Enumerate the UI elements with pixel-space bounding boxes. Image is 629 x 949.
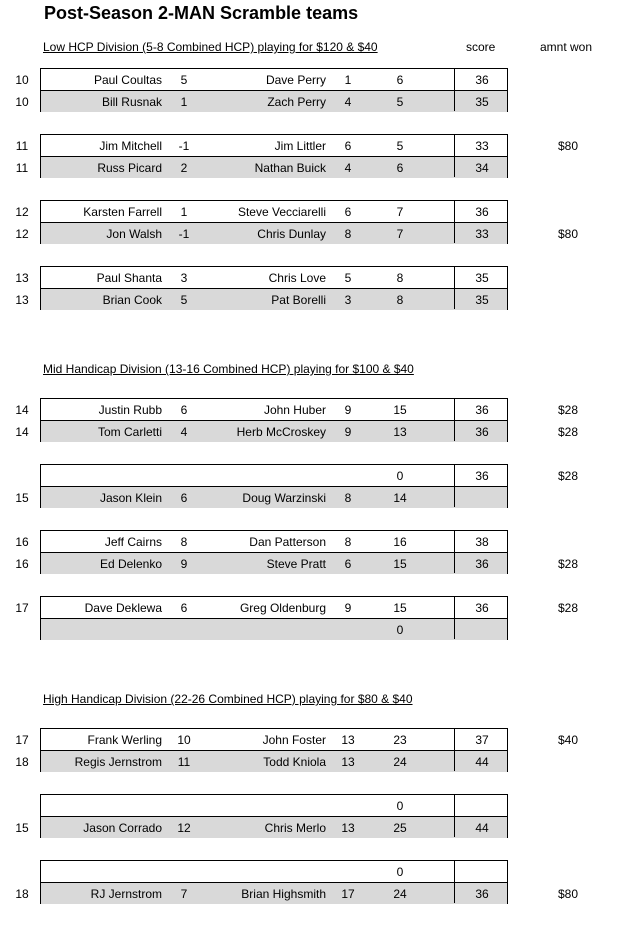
team-score: 35: [475, 271, 489, 285]
player-one-handicap: 3: [180, 271, 188, 285]
player-one-name: Jim Mitchell: [99, 139, 162, 153]
player-one-handicap: 12: [177, 821, 191, 835]
table-row: [0, 486, 629, 508]
team-score: 36: [475, 601, 489, 615]
team-score: 36: [475, 425, 489, 439]
amount-won: $28: [557, 557, 579, 571]
amount-won: [548, 864, 588, 880]
table-row: [0, 464, 629, 486]
amount-won-column-header: amnt won: [540, 40, 593, 54]
player-one-handicap: 6: [180, 491, 188, 505]
table-row: [0, 860, 629, 882]
player-two-name: Zach Perry: [267, 95, 326, 109]
player-one-handicap: 6: [180, 403, 188, 417]
player-two-name: Chris Dunlay: [257, 227, 326, 241]
combined-handicap: 23: [393, 733, 407, 747]
player-one-name: Bill Rusnak: [101, 95, 162, 109]
combined-handicap: 8: [396, 293, 404, 307]
table-row: [0, 420, 629, 442]
team-score: 35: [475, 95, 489, 109]
hole-number: 10: [15, 95, 29, 109]
player-one-name: Jason Corrado: [83, 821, 162, 835]
hole-number: 18: [15, 887, 29, 901]
amount-won: [548, 72, 588, 88]
table-row: [0, 552, 629, 574]
combined-handicap: 14: [393, 491, 407, 505]
player-two-name: [192, 864, 326, 880]
player-two-handicap: 9: [344, 403, 352, 417]
table-row: [0, 134, 629, 156]
team-score: 37: [475, 733, 489, 747]
combined-handicap: 6: [396, 161, 404, 175]
player-one-name: Paul Coultas: [93, 73, 162, 87]
hole-number: 14: [15, 425, 29, 439]
team-score: 36: [475, 73, 489, 87]
hole-number: [14, 864, 30, 880]
player-two-name: Pat Borelli: [271, 293, 326, 307]
table-row: [0, 530, 629, 552]
score-column-header: score: [466, 40, 496, 54]
team-score: [462, 798, 502, 814]
player-one-name: Frank Werling: [87, 733, 162, 747]
table-row: [0, 816, 629, 838]
combined-handicap: 0: [396, 469, 404, 483]
table-row: [0, 596, 629, 618]
table-row: [0, 266, 629, 288]
combined-handicap: 6: [396, 73, 404, 87]
combined-handicap: 24: [393, 887, 407, 901]
player-two-name: [192, 622, 326, 638]
amount-won: [548, 490, 588, 506]
combined-handicap: 7: [396, 227, 404, 241]
combined-handicap: 15: [393, 557, 407, 571]
hole-number: 15: [15, 491, 29, 505]
player-two-name: Nathan Buick: [254, 161, 326, 175]
table-row: [0, 200, 629, 222]
table-row: [0, 750, 629, 772]
player-two-handicap: 4: [344, 95, 352, 109]
team-score: 33: [475, 139, 489, 153]
player-one-handicap: 8: [180, 535, 188, 549]
team-score: 35: [475, 293, 489, 307]
player-two-name: Steve Vecciarelli: [237, 205, 326, 219]
amount-won: [548, 270, 588, 286]
player-one-handicap: 5: [180, 293, 188, 307]
player-one-handicap: 1: [180, 205, 188, 219]
amount-won: [548, 94, 588, 110]
hole-number: 13: [15, 271, 29, 285]
amount-won: $80: [557, 139, 579, 153]
team-score: [462, 622, 502, 638]
player-one-handicap: -1: [178, 139, 190, 153]
player-two-name: [192, 798, 326, 814]
player-two-name: Steve Pratt: [266, 557, 326, 571]
player-two-handicap: 9: [344, 601, 352, 615]
player-one-handicap: 7: [180, 887, 188, 901]
team-score: 44: [475, 755, 489, 769]
player-one-handicap: [176, 622, 192, 638]
team-score: 36: [475, 469, 489, 483]
hole-number: 10: [15, 73, 29, 87]
combined-handicap: 15: [393, 403, 407, 417]
player-two-handicap: 9: [344, 425, 352, 439]
combined-handicap: 0: [396, 623, 404, 637]
player-two-name: Jim Littler: [274, 139, 326, 153]
table-row: [0, 288, 629, 310]
player-one-name: Karsten Farrell: [83, 205, 162, 219]
table-row: [0, 222, 629, 244]
team-score: 36: [475, 887, 489, 901]
team-score: 34: [475, 161, 489, 175]
player-one-handicap: [176, 798, 192, 814]
player-one-name: Paul Shanta: [96, 271, 162, 285]
table-row: [0, 618, 629, 640]
hole-number: [14, 622, 30, 638]
combined-handicap: 16: [393, 535, 407, 549]
amount-won: $28: [557, 469, 579, 483]
player-one-handicap: 9: [180, 557, 188, 571]
hole-number: 18: [15, 755, 29, 769]
team-score: 44: [475, 821, 489, 835]
player-one-handicap: 1: [180, 95, 188, 109]
combined-handicap: 5: [396, 95, 404, 109]
hole-number: 15: [15, 821, 29, 835]
player-one-name: [40, 622, 162, 638]
player-two-name: Brian Highsmith: [241, 887, 326, 901]
player-two-handicap: 13: [341, 755, 355, 769]
player-two-name: Todd Kniola: [263, 755, 326, 769]
player-two-handicap: 8: [344, 491, 352, 505]
player-two-handicap: [340, 798, 356, 814]
player-one-name: Tom Carletti: [97, 425, 162, 439]
player-one-handicap: 11: [177, 755, 191, 769]
table-row: [0, 398, 629, 420]
team-score: 38: [475, 535, 489, 549]
player-two-handicap: 8: [344, 535, 352, 549]
player-one-name: Jon Walsh: [106, 227, 162, 241]
combined-handicap: 0: [396, 799, 404, 813]
combined-handicap: 7: [396, 205, 404, 219]
player-two-name: Dave Perry: [265, 73, 326, 87]
player-two-handicap: 17: [341, 887, 355, 901]
player-two-handicap: 13: [341, 821, 355, 835]
player-one-name: Dave Deklewa: [84, 601, 162, 615]
division-title-mid: Mid Handicap Division (13-16 Combined HCP) playing for $100 & $40: [43, 362, 414, 376]
combined-handicap: 15: [393, 601, 407, 615]
amount-won: $28: [557, 403, 579, 417]
combined-handicap: 0: [396, 865, 404, 879]
hole-number: 11: [15, 139, 29, 153]
player-one-handicap: 6: [180, 601, 188, 615]
amount-won: $80: [557, 887, 579, 901]
hole-number: 17: [15, 601, 29, 615]
player-one-handicap: 2: [180, 161, 188, 175]
player-two-name: John Foster: [262, 733, 326, 747]
player-two-handicap: 4: [344, 161, 352, 175]
player-two-name: Greg Oldenburg: [239, 601, 326, 615]
team-score: 36: [475, 557, 489, 571]
player-one-name: [40, 864, 162, 880]
combined-handicap: 24: [393, 755, 407, 769]
player-two-handicap: 5: [344, 271, 352, 285]
player-two-handicap: [340, 864, 356, 880]
hole-number: 17: [15, 733, 29, 747]
player-two-name: Herb McCroskey: [236, 425, 326, 439]
player-two-handicap: 13: [341, 733, 355, 747]
combined-handicap: 8: [396, 271, 404, 285]
player-two-handicap: [340, 468, 356, 484]
table-row: [0, 794, 629, 816]
amount-won: $28: [557, 425, 579, 439]
table-row: [0, 728, 629, 750]
hole-number: 12: [15, 205, 29, 219]
player-one-handicap: [176, 864, 192, 880]
player-one-name: Justin Rubb: [98, 403, 162, 417]
combined-handicap: 5: [396, 139, 404, 153]
amount-won: [548, 754, 588, 770]
player-one-name: Ed Delenko: [99, 557, 162, 571]
amount-won: [548, 622, 588, 638]
team-score: [462, 864, 502, 880]
player-two-handicap: 6: [344, 205, 352, 219]
amount-won: $28: [557, 601, 579, 615]
amount-won: [548, 534, 588, 550]
player-one-name: [40, 468, 162, 484]
player-one-name: RJ Jernstrom: [90, 887, 162, 901]
amount-won: [548, 820, 588, 836]
player-two-name: Dan Patterson: [249, 535, 326, 549]
player-one-handicap: 10: [177, 733, 191, 747]
table-row: [0, 156, 629, 178]
hole-number: 14: [15, 403, 29, 417]
amount-won: [548, 798, 588, 814]
player-one-handicap: 4: [180, 425, 188, 439]
player-one-name: Jeff Cairns: [104, 535, 162, 549]
team-score: 36: [475, 403, 489, 417]
player-one-name: [40, 798, 162, 814]
player-two-handicap: [340, 622, 356, 638]
player-one-name: Jason Klein: [99, 491, 162, 505]
player-two-name: [192, 468, 326, 484]
player-one-handicap: 5: [180, 73, 188, 87]
hole-number: 13: [15, 293, 29, 307]
amount-won: [548, 160, 588, 176]
player-two-name: Chris Love: [268, 271, 326, 285]
player-two-handicap: 3: [344, 293, 352, 307]
player-two-handicap: 8: [344, 227, 352, 241]
player-two-name: Doug Warzinski: [242, 491, 326, 505]
table-row: [0, 882, 629, 904]
page-title: Post-Season 2-MAN Scramble teams: [44, 3, 359, 23]
player-one-handicap: [176, 468, 192, 484]
combined-handicap: 13: [393, 425, 407, 439]
player-one-name: Regis Jernstrom: [74, 755, 162, 769]
hole-number: 16: [15, 535, 29, 549]
team-score: [462, 490, 502, 506]
hole-number: [14, 798, 30, 814]
division-title-low: Low HCP Division (5-8 Combined HCP) playing for $120 & $40: [43, 40, 378, 54]
hole-number: 12: [15, 227, 29, 241]
amount-won: [548, 204, 588, 220]
team-score: 33: [475, 227, 489, 241]
table-row: [0, 68, 629, 90]
player-two-handicap: 1: [344, 73, 352, 87]
amount-won: $80: [557, 227, 579, 241]
player-one-name: Russ Picard: [97, 161, 162, 175]
hole-number: [14, 468, 30, 484]
player-one-handicap: -1: [178, 227, 190, 241]
player-two-name: Chris Merlo: [264, 821, 326, 835]
division-title-high: High Handicap Division (22-26 Combined HCP) playing for $80 & $40: [43, 692, 413, 706]
team-score: 36: [475, 205, 489, 219]
amount-won: $40: [557, 733, 579, 747]
combined-handicap: 25: [393, 821, 407, 835]
amount-won: [548, 292, 588, 308]
hole-number: 11: [15, 161, 29, 175]
hole-number: 16: [15, 557, 29, 571]
player-one-name: Brian Cook: [102, 293, 162, 307]
player-two-handicap: 6: [344, 139, 352, 153]
player-two-name: John Huber: [263, 403, 326, 417]
table-row: [0, 90, 629, 112]
player-two-handicap: 6: [344, 557, 352, 571]
